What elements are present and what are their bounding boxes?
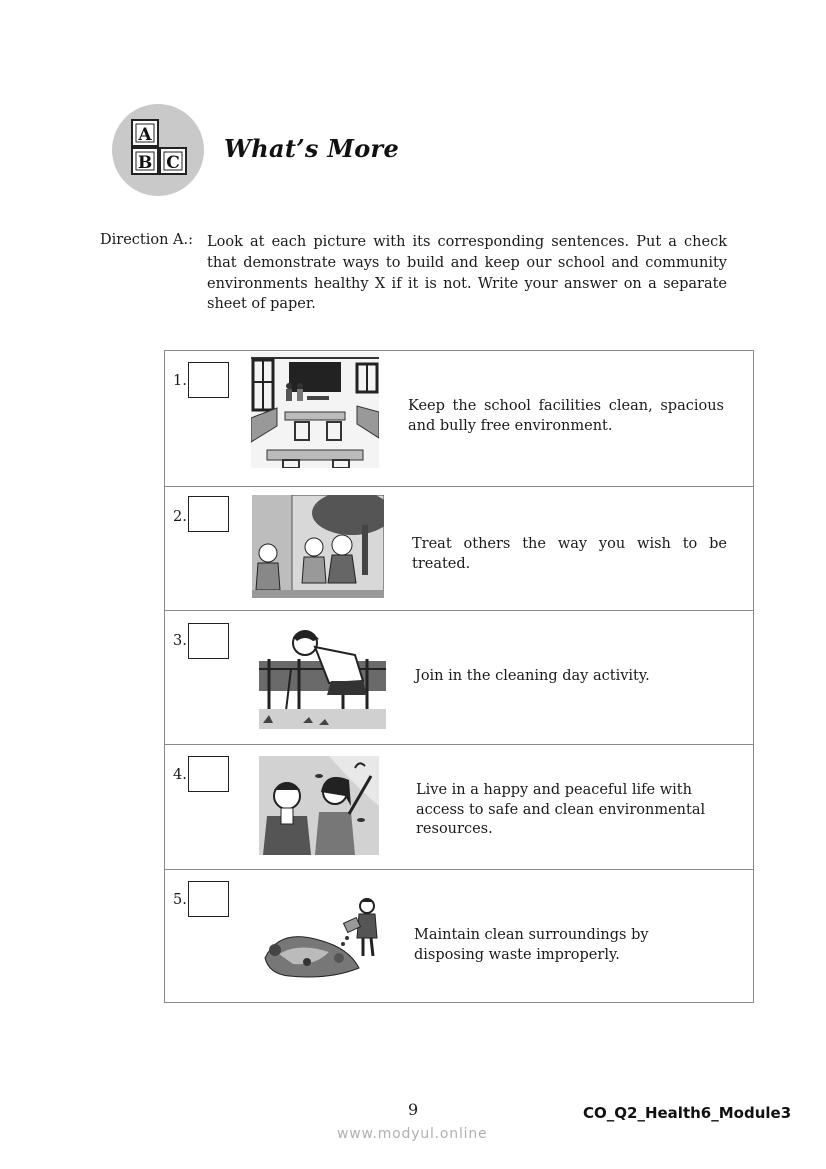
classroom-illustration — [251, 352, 379, 468]
item-sentence: Maintain clean surroundings by disposing waste improperly. — [414, 927, 649, 963]
item-number: 3. — [173, 633, 187, 649]
boy-dumping-waste-illustration — [259, 888, 385, 984]
item-number: 5. — [173, 892, 187, 908]
direction-label: Direction A.: — [100, 232, 194, 248]
cleaning-day-illustration — [259, 629, 386, 729]
table-row — [165, 487, 753, 611]
table-row — [165, 351, 753, 487]
item-sentence: Join in the cleaning day activity. — [415, 668, 650, 684]
item-sentence: Treat others the way you wish to be treated. — [412, 536, 727, 572]
item-number: 1. — [173, 373, 187, 389]
table-row — [165, 745, 753, 870]
abc-letter-b: B — [137, 153, 153, 173]
answer-box[interactable] — [188, 496, 229, 532]
answer-box[interactable] — [188, 623, 229, 659]
answer-box[interactable] — [188, 756, 229, 792]
direction-text: Look at each picture with its corresponding sentences. Put a check that demonstrate ways to build and keep our school and community environments healthy X if it is not. Write your answer on a separate sheet of paper. — [207, 234, 727, 313]
item-sentence: Keep the school facilities clean, spacious and bully free environment. — [408, 398, 724, 434]
abc-letter-a: A — [138, 125, 152, 145]
watermark: www.modyul.online — [337, 1126, 488, 1142]
answer-box[interactable] — [188, 362, 229, 398]
table-row — [165, 611, 753, 745]
section-title: What’s More — [224, 134, 400, 163]
abc-letter-c: C — [166, 153, 180, 173]
item-sentence: Live in a happy and peaceful life with access to safe and clean environmental resources. — [416, 782, 706, 837]
module-code: CO_Q2_Health6_Module3 — [583, 1104, 792, 1122]
page-number: 9 — [408, 1100, 419, 1119]
item-number: 2. — [173, 509, 187, 525]
activity-table — [164, 350, 754, 1003]
answer-box[interactable] — [188, 881, 229, 917]
table-row — [165, 870, 753, 1004]
children-friends-illustration — [252, 495, 384, 598]
item-number: 4. — [173, 767, 187, 783]
abc-blocks-icon — [112, 104, 204, 196]
happy-children-illustration — [259, 756, 379, 855]
